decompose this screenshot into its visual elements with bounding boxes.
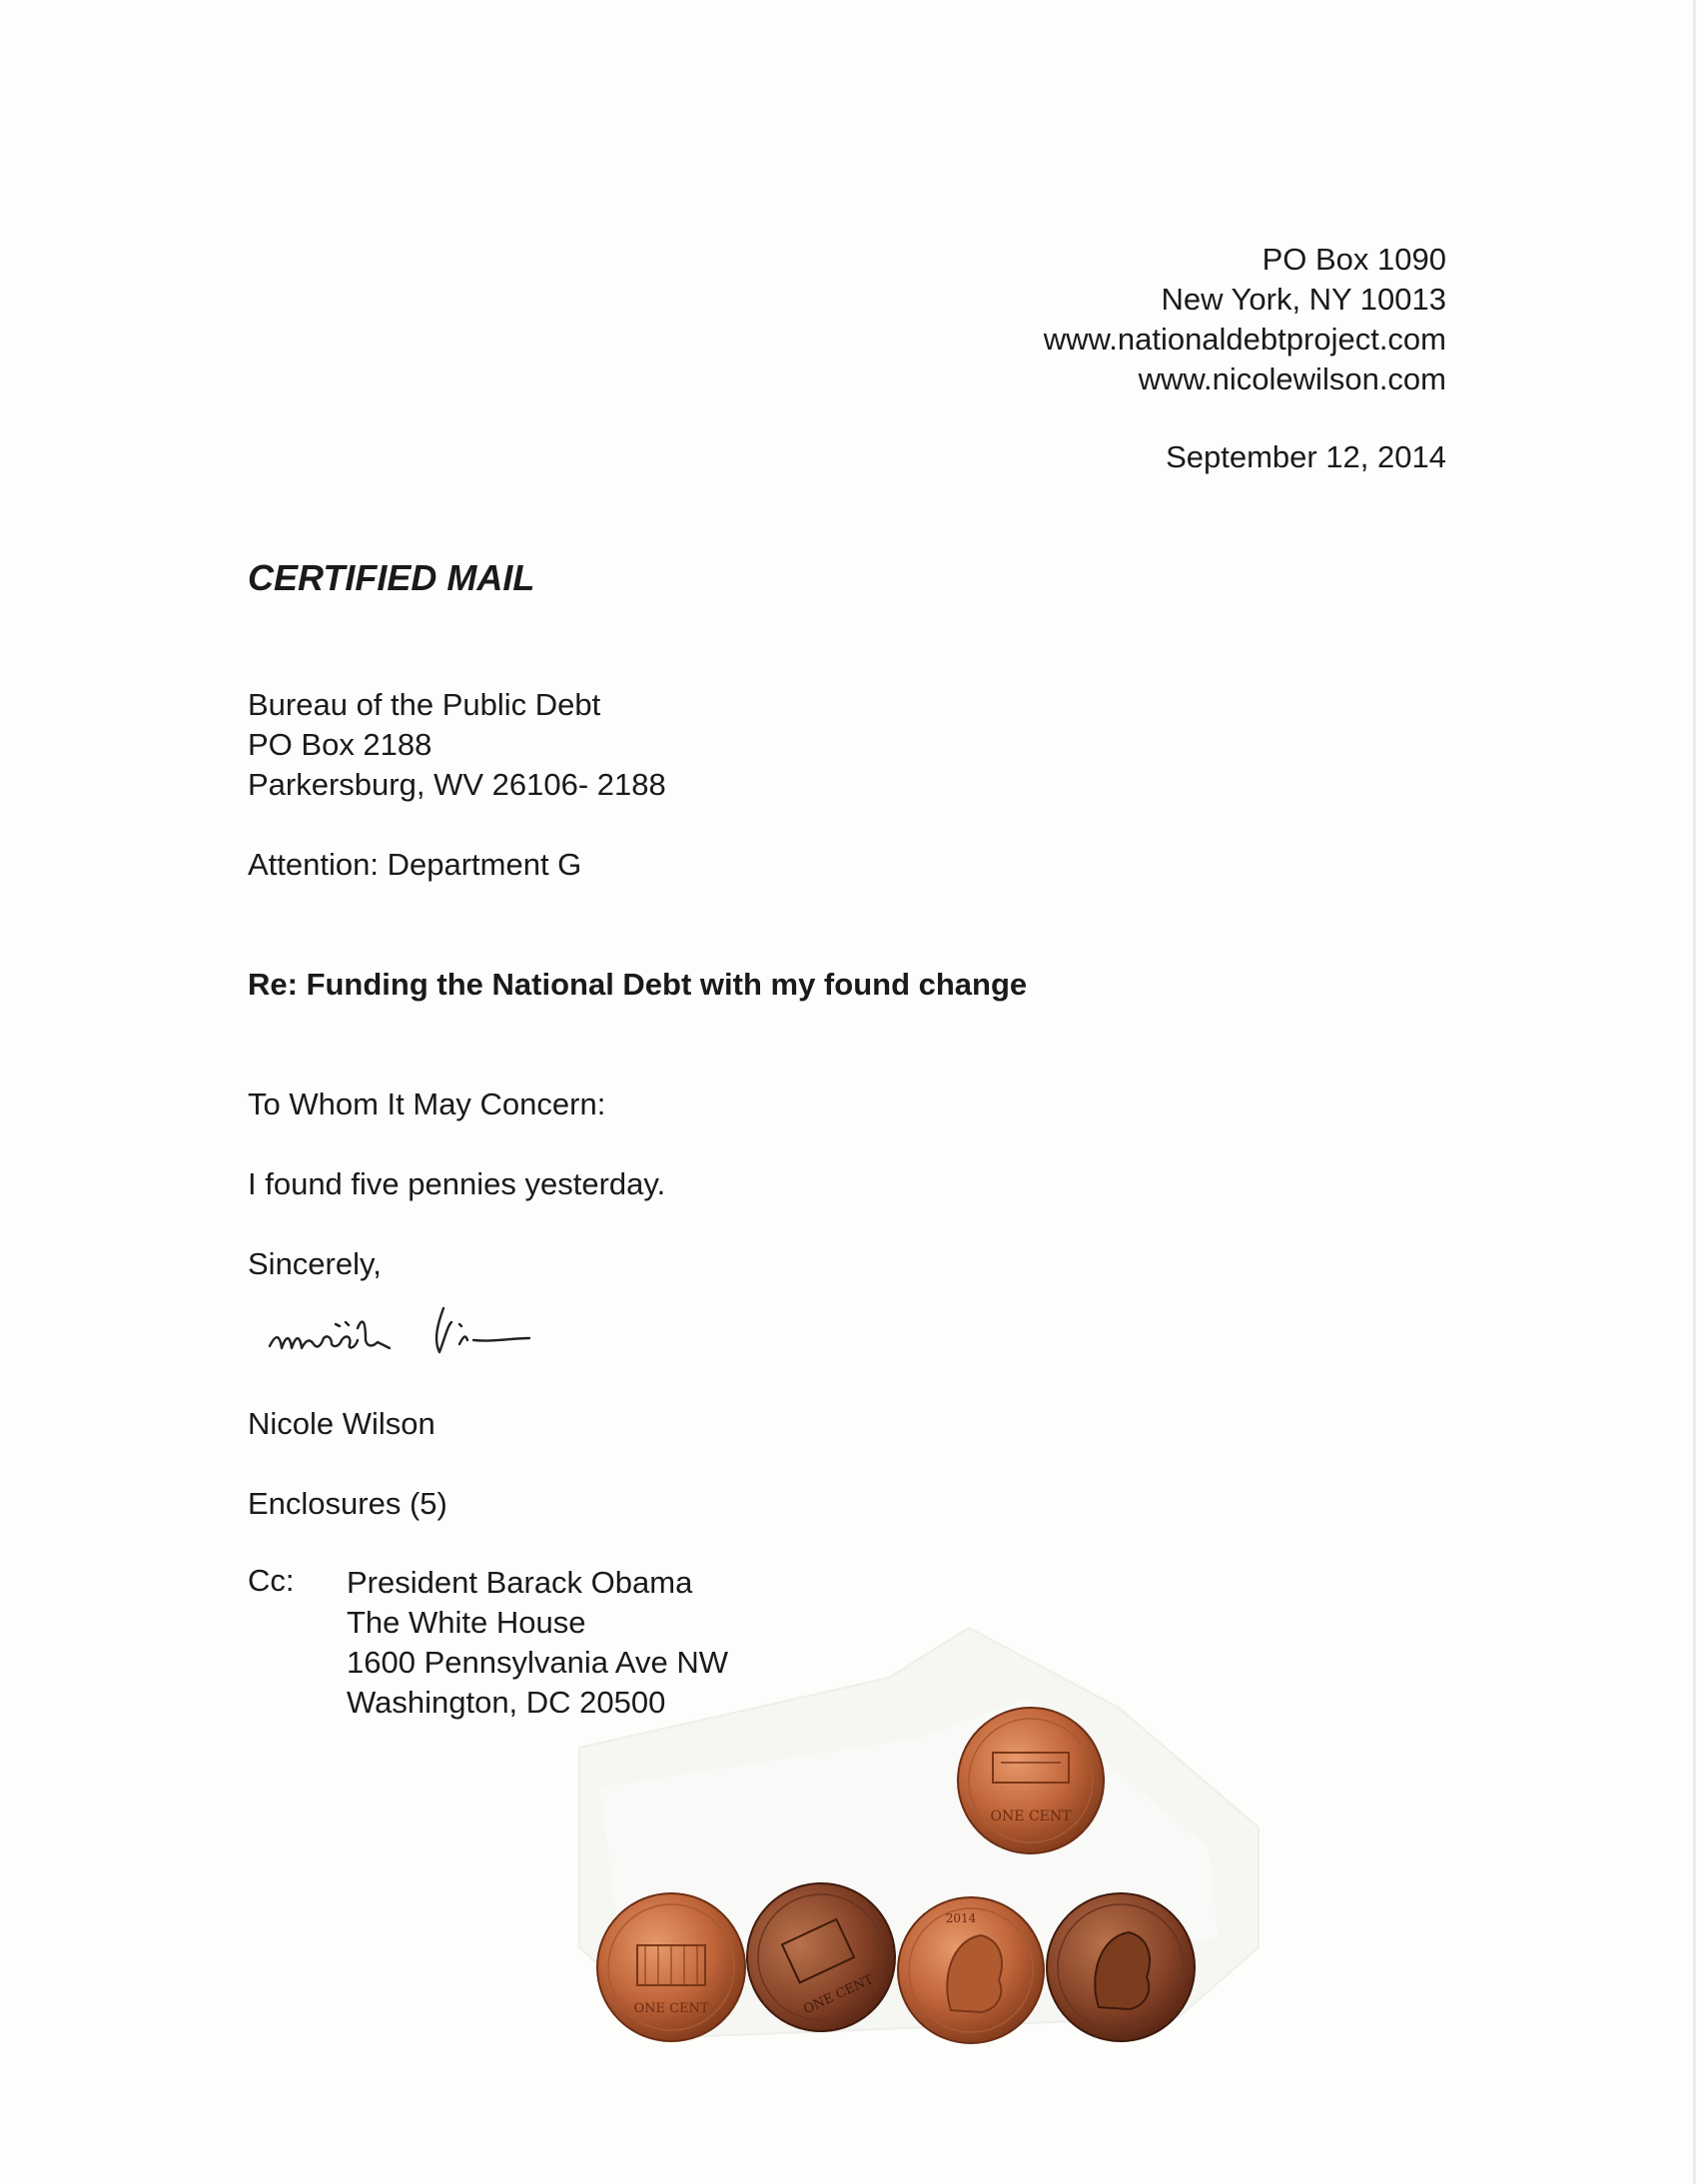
enclosures-note: Enclosures (5) [248,1486,447,1521]
penny-4 [898,1897,1044,2043]
sender-po-box: PO Box 1090 [1262,242,1446,277]
cc-label: Cc: [248,1563,295,1598]
salutation: To Whom It May Concern: [248,1087,606,1121]
letter-body: I found five pennies yesterday. [248,1166,666,1201]
closing: Sincerely, [248,1246,382,1281]
recipient-name: Bureau of the Public Debt [248,687,601,722]
cc-line-2: The White House [347,1605,586,1640]
cc-line-4: Washington, DC 20500 [347,1685,666,1720]
svg-text:ONE CENT: ONE CENT [990,1809,1072,1824]
penny-1 [958,1708,1104,1853]
svg-text:ONE CENT: ONE CENT [633,2001,709,2016]
cc-line-3: 1600 Pennsylvania Ave NW [347,1645,728,1680]
recipient-city: Parkersburg, WV 26106- 2188 [248,767,666,802]
attention-line: Attention: Department G [248,847,582,882]
sender-city: New York, NY 10013 [1161,282,1446,317]
sender-website-2: www.nicolewilson.com [1138,362,1446,396]
taped-pennies [559,1618,1278,2047]
certified-mail-heading: CERTIFIED MAIL [248,557,535,598]
recipient-po-box: PO Box 2188 [248,727,432,762]
recipient-address [248,685,666,805]
signer-name: Nicole Wilson [248,1406,435,1441]
sender-address [1044,240,1446,399]
penny-2 [597,1893,745,2041]
svg-text:ONE CENT: ONE CENT [801,1971,876,2018]
letter-date: September 12, 2014 [1166,439,1446,474]
paper-edge [1693,0,1696,2184]
svg-text:2014: 2014 [945,1911,977,1925]
sender-website-1: www.nationaldebtproject.com [1043,322,1446,357]
subject-line: Re: Funding the National Debt with my found change [248,967,1028,1002]
cc-line-1: President Barack Obama [347,1565,693,1600]
penny-5 [1047,1893,1195,2041]
handwritten-signature [262,1288,541,1378]
